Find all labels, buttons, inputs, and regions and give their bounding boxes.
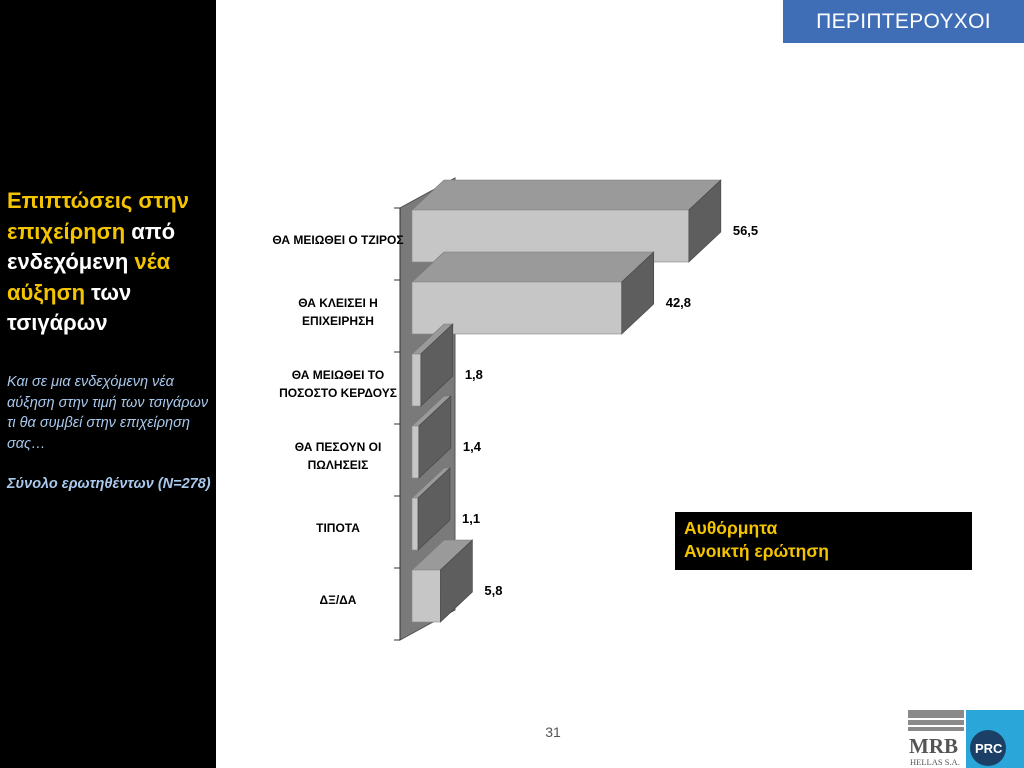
question-text: Και σε μια ενδεχόμενη νέα αύξηση στην τιμή των τσιγάρων τι θα συμβεί στην επιχείρηση σας… [7, 374, 209, 452]
category-label: ΠΟΣΟΣΤΟ ΚΕΡΔΟΥΣ [279, 386, 397, 400]
data-label: 5,8 [484, 583, 503, 598]
category-label: ΠΩΛΗΣΕΙΣ [307, 458, 369, 472]
bar-top-face [412, 252, 654, 282]
data-label: 42,8 [665, 295, 692, 310]
logo-stripe-1 [908, 710, 964, 718]
title-part: των τσιγάρων [7, 279, 132, 335]
bar [412, 498, 418, 550]
category-label: ΔΞ/ΔΑ [319, 593, 357, 607]
sample-size-text: Σύνολο ερωτηθέντων (Ν=278) [7, 476, 211, 492]
data-label: 1,1 [462, 511, 481, 526]
page-number: 31 [545, 724, 561, 740]
note-line-2: Ανοικτή ερώτηση [684, 541, 829, 561]
data-label: 1,4 [462, 439, 481, 454]
title-part: Επιπτώσεις στην επιχείρηση [7, 188, 189, 244]
category-label: ΘΑ ΚΛΕΙΣΕΙ Η [298, 296, 378, 310]
category-label: ΘΑ ΜΕΙΩΘΕΙ Ο ΤΖΙΡΟΣ [272, 233, 404, 247]
data-label: 56,5 [732, 223, 759, 238]
logo-prc: PRC [975, 741, 1003, 756]
title-part: νέα αύξηση [7, 249, 171, 305]
segment-badge: ΠΕΡΙΠΤΕΡΟΥΧΟΙ [783, 0, 1024, 43]
data-label: 1,8 [464, 367, 483, 382]
bar-top-face [412, 180, 721, 210]
logo-mrb: MRB [909, 734, 958, 758]
category-label: ΘΑ ΜΕΙΩΘΕΙ ΤΟ [291, 368, 385, 382]
bar [412, 426, 419, 478]
bar [412, 570, 440, 622]
logo-hellas: HELLAS S.A. [910, 757, 960, 767]
company-logo [908, 710, 1024, 768]
note-box [675, 512, 972, 570]
bar [412, 354, 421, 406]
logo-stripe-3 [908, 727, 964, 731]
category-label: ΘΑ ΠΕΣΟΥΝ ΟΙ [294, 440, 382, 454]
logo-stripe-2 [908, 720, 964, 725]
title-part: από ενδεχόμενη [7, 218, 176, 274]
note-line-1: Αυθόρμητα [684, 518, 778, 538]
category-label: ΕΠΙΧΕΙΡΗΣΗ [302, 314, 374, 328]
category-label: ΤΙΠΟΤΑ [316, 521, 360, 535]
